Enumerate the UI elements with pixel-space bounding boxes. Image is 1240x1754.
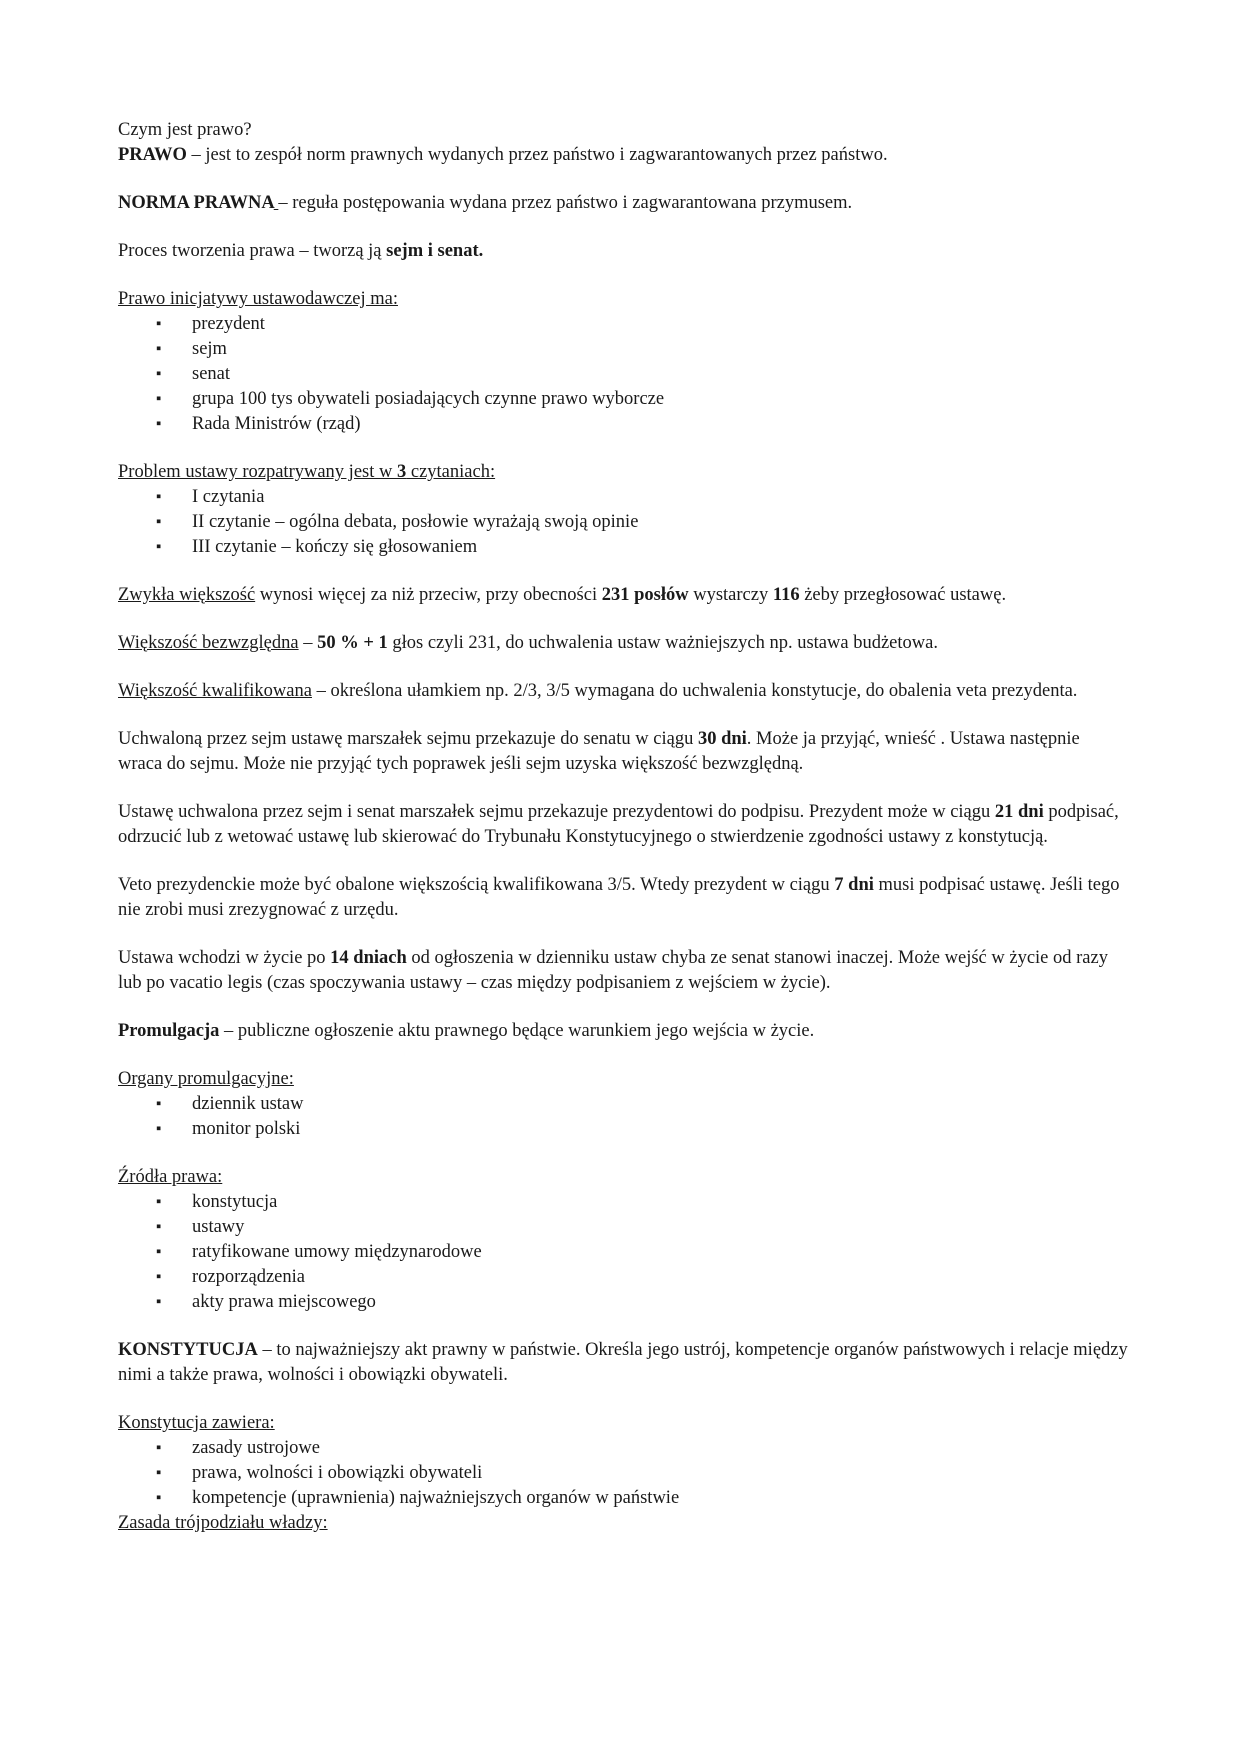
bullet-icon: ▪ bbox=[156, 1465, 162, 1481]
list-item: ▪ grupa 100 tys obywateli posiadających czynne prawo wyborcze bbox=[118, 387, 1128, 412]
list-item: ▪ kompetencje (uprawnienia) najważniejszych organów w państwie bbox=[118, 1486, 1128, 1511]
term-norma-prawna: NORMA PRAWNA bbox=[118, 193, 274, 213]
definition-konstytucja: KONSTYTUCJA – to najważniejszy akt prawny w państwie. Określa jego ustrój, kompetencje organów państwowych i relacje między nimi a także prawa, wolności i obowiązki obywateli. bbox=[118, 1340, 1128, 1385]
bullet-icon: ▪ bbox=[156, 416, 162, 432]
bullet-icon: ▪ bbox=[156, 341, 162, 357]
document-title: Czym jest prawo? bbox=[118, 120, 252, 140]
list-item: ▪ ratyfikowane umowy międzynarodowe bbox=[118, 1240, 1128, 1265]
paragraph-veto: Veto prezydenckie może być obalone większością kwalifikowana 3/5. Wtedy prezydent w ciągu 7 dni musi podpisać ustawę. Jeśli tego nie zrobi musi zrezygnować z urzędu. bbox=[118, 875, 1120, 920]
list-item: ▪ akty prawa miejscowego bbox=[118, 1290, 1128, 1315]
list-item: ▪ dziennik ustaw bbox=[118, 1092, 1128, 1117]
bullet-icon: ▪ bbox=[156, 1096, 162, 1112]
list-item: ▪ konstytucja bbox=[118, 1190, 1128, 1215]
bullet-icon: ▪ bbox=[156, 489, 162, 505]
definition-promulgacja: Promulgacja – publiczne ogłoszenie aktu prawnego będące warunkiem jego wejścia w życie. bbox=[118, 1021, 815, 1041]
bullet-icon: ▪ bbox=[156, 391, 162, 407]
proces-tworzenia: Proces tworzenia prawa – tworzą ją sejm i senat. bbox=[118, 241, 484, 261]
paragraph-zwykla-wiekszosc: Zwykła większość wynosi więcej za niż przeciw, przy obecności 231 posłów wystarczy 116 żeby przegłosować ustawę. bbox=[118, 585, 1007, 605]
list-zrodla bbox=[118, 1190, 1128, 1315]
paragraph-kwalifikowana: Większość kwalifikowana – określona ułamkiem np. 2/3, 3/5 wymagana do uchwalenia konstytucje, do obalenia veta prezydenta. bbox=[118, 681, 1078, 701]
definition-norma-prawna: NORMA PRAWNA – reguła postępowania wydana przez państwo i zagwarantowana przymusem. bbox=[118, 193, 853, 213]
list-item: ▪ sejm bbox=[118, 337, 1128, 362]
list-item: ▪ rozporządzenia bbox=[118, 1265, 1128, 1290]
bullet-icon: ▪ bbox=[156, 514, 162, 530]
document-page bbox=[118, 118, 1128, 1536]
list-zawiera bbox=[118, 1436, 1128, 1511]
bullet-icon: ▪ bbox=[156, 1194, 162, 1210]
list-item: ▪ I czytania bbox=[118, 485, 1128, 510]
bullet-icon: ▪ bbox=[156, 1294, 162, 1310]
heading-inicjatywa: Prawo inicjatywy ustawodawczej ma: bbox=[118, 289, 398, 309]
list-item: ▪ senat bbox=[118, 362, 1128, 387]
paragraph-wchodzi-w-zycie: Ustawa wchodzi w życie po 14 dniach od ogłoszenia w dzienniku ustaw chyba ze senat stanowi inaczej. Może wejść w życie od razy lub po vacatio legis (czas spoczywania ustawy – czas między podpisaniem z wejściem w życie). bbox=[118, 948, 1108, 993]
heading-zrodla: Źródła prawa: bbox=[118, 1167, 223, 1187]
list-item: ▪ II czytanie – ogólna debata, posłowie wyrażają swoją opinie bbox=[118, 510, 1128, 535]
bullet-icon: ▪ bbox=[156, 1219, 162, 1235]
list-item: ▪ prezydent bbox=[118, 312, 1128, 337]
list-organy bbox=[118, 1092, 1128, 1142]
heading-trojpodzial: Zasada trójpodziału władzy: bbox=[118, 1513, 328, 1533]
list-item: ▪ zasady ustrojowe bbox=[118, 1436, 1128, 1461]
bullet-icon: ▪ bbox=[156, 1244, 162, 1260]
bullet-icon: ▪ bbox=[156, 316, 162, 332]
bullet-icon: ▪ bbox=[156, 1440, 162, 1456]
list-item: ▪ monitor polski bbox=[118, 1117, 1128, 1142]
bullet-icon: ▪ bbox=[156, 539, 162, 555]
heading-zawiera: Konstytucja zawiera: bbox=[118, 1413, 275, 1433]
bullet-icon: ▪ bbox=[156, 1121, 162, 1137]
bullet-icon: ▪ bbox=[156, 1490, 162, 1506]
term-prawo: PRAWO bbox=[118, 145, 187, 165]
list-item: ▪ prawa, wolności i obowiązki obywateli bbox=[118, 1461, 1128, 1486]
definition-prawo: PRAWO – jest to zespół norm prawnych wydanych przez państwo i zagwarantowanych przez państwo. bbox=[118, 145, 888, 165]
list-item: ▪ III czytanie – kończy się głosowaniem bbox=[118, 535, 1128, 560]
paragraph-senat: Uchwaloną przez sejm ustawę marszałek sejmu przekazuje do senatu w ciągu 30 dni. Może ja przyjąć, wnieść . Ustawa następnie wraca do sejmu. Może nie przyjąć tych poprawek jeśli sejm uzyska większość bezwzględną. bbox=[118, 729, 1080, 774]
heading-czytania: Problem ustawy rozpatrywany jest w 3 czytaniach: bbox=[118, 462, 496, 482]
paragraph-bezwzgledna: Większość bezwzględna – 50 % + 1 głos czyli 231, do uchwalenia ustaw ważniejszych np. ustawa budżetowa. bbox=[118, 633, 938, 653]
list-item: ▪ Rada Ministrów (rząd) bbox=[118, 412, 1128, 437]
paragraph-prezydent: Ustawę uchwalona przez sejm i senat marszałek sejmu przekazuje prezydentowi do podpisu. Prezydent może w ciągu 21 dni podpisać, odrzucić lub z wetować ustawę lub skierować do Trybunału Konstytucyjnego o stwierdzenie zgodności ustawy z konstytucją. bbox=[118, 802, 1119, 847]
bullet-icon: ▪ bbox=[156, 366, 162, 382]
list-item: ▪ ustawy bbox=[118, 1215, 1128, 1240]
list-czytania bbox=[118, 485, 1128, 560]
bullet-icon: ▪ bbox=[156, 1269, 162, 1285]
list-inicjatywa bbox=[118, 312, 1128, 437]
heading-organy: Organy promulgacyjne: bbox=[118, 1069, 294, 1089]
